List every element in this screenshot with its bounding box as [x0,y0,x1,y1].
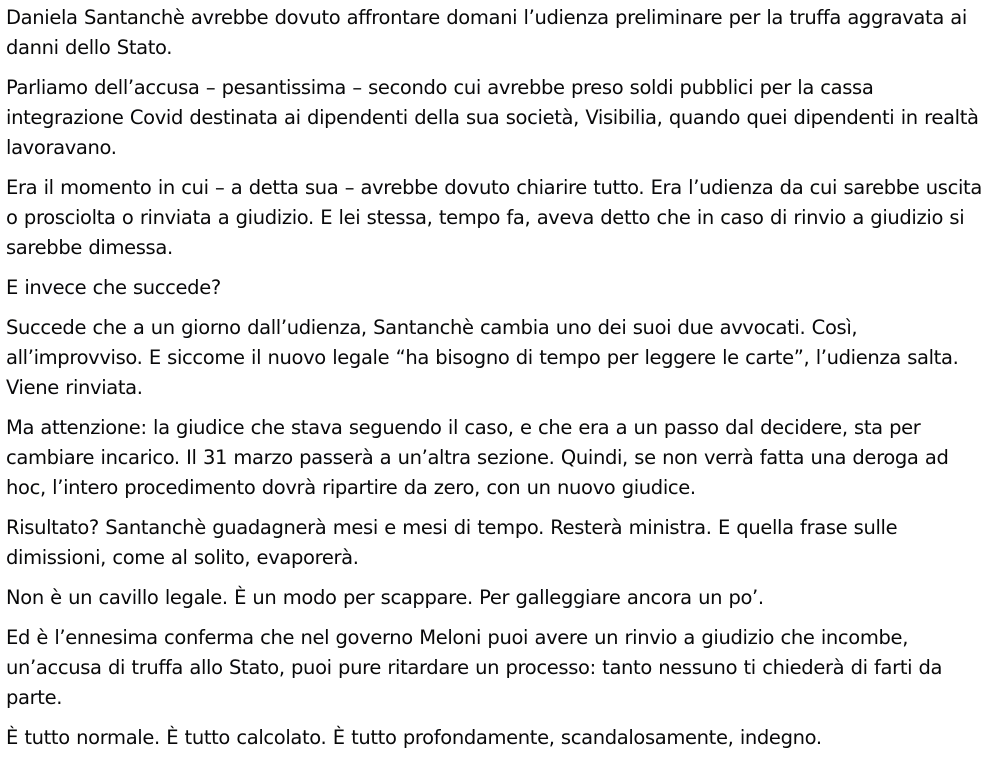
post-paragraph-10: È tutto normale. È tutto calcolato. È tutto profondamente, scandalosamente, indegno. [6,726,822,749]
post-paragraph-2: Parliamo dell’accusa – pesantissima – secondo cui avrebbe preso soldi pubblici per la cassa integrazione Covid destinata ai dipendenti della sua società, Visibilia, quando quei dipendenti in realtà lavoravano. [6,76,979,159]
post-paragraph-9: Ed è l’ennesima conferma che nel governo Meloni puoi avere un rinvio a giudizio che incombe, un’accusa di truffa allo Stato, puoi pure ritardare un processo: tanto nessuno ti chiederà di farti da parte. [6,626,943,709]
post-body [6,3,991,763]
post-paragraph-5: Succede che a un giorno dall’udienza, Santanchè cambia uno dei suoi due avvocati. Così, all’improvviso. E siccome il nuovo legale “ha bisogno di tempo per leggere le carte”, l’udienza salta. Viene rinviata. [6,316,959,399]
post-paragraph-8: Non è un cavillo legale. È un modo per scappare. Per galleggiare ancora un po’. [6,586,764,609]
post-paragraph-3: Era il momento in cui – a detta sua – avrebbe dovuto chiarire tutto. Era l’udienza da cui sarebbe uscita o prosciolta o rinviata a giudizio. E lei stessa, tempo fa, aveva detto che in caso di rinvio a giudizio si sarebbe dimessa. [6,176,982,259]
post-paragraph-1: Daniela Santanchè avrebbe dovuto affrontare domani l’udienza preliminare per la truffa aggravata ai danni dello Stato. [6,6,967,59]
post-paragraph-6: Ma attenzione: la giudice che stava seguendo il caso, e che era a un passo dal decidere, sta per cambiare incarico. Il 31 marzo passerà a un’altra sezione. Quindi, se non verrà fatta una deroga ad hoc, l’intero procedimento dovrà ripartire da zero, con un nuovo giudice. [6,416,949,499]
post-paragraph-7: Risultato? Santanchè guadagnerà mesi e mesi di tempo. Resterà ministra. E quella frase sulle dimissioni, come al solito, evaporerà. [6,516,898,569]
post-paragraph-4: E invece che succede? [6,276,221,299]
